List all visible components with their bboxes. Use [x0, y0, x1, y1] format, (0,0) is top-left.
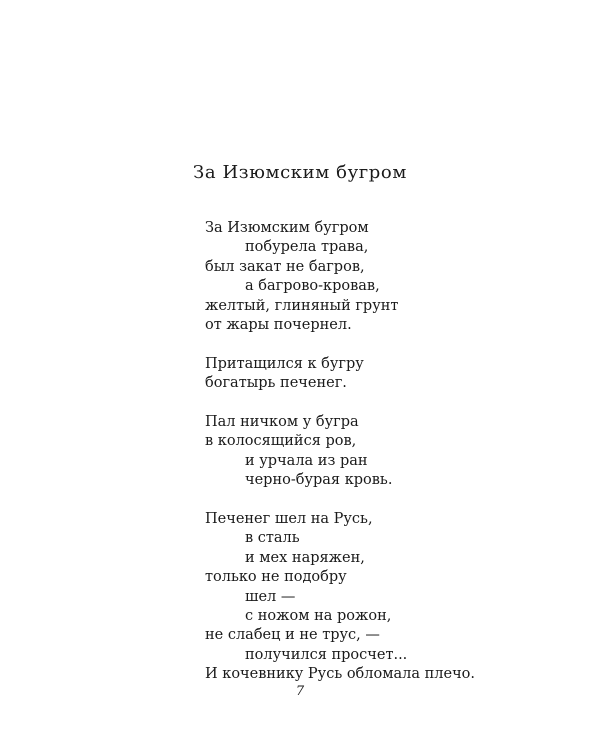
page-number: 7: [295, 684, 305, 699]
poem-line: только не подобру: [205, 569, 347, 586]
poem-line: богатырь печенег.: [205, 375, 347, 392]
poem-line: шел —: [245, 588, 296, 605]
poem-stanza: [205, 413, 475, 491]
poem-line: от жары почернел.: [205, 317, 352, 334]
poem-stanza: [205, 355, 475, 394]
poem-line: в сталь: [245, 530, 300, 547]
poem-stanza: [205, 219, 475, 335]
poem-line: и мех наряжен,: [245, 549, 365, 566]
poem-line: а багрово-кровав,: [245, 278, 380, 295]
poem-line: За Изюмским бугром: [205, 220, 369, 236]
poem-line: Притащился к бугру: [205, 355, 364, 372]
poem-line: с ножом на рожон,: [245, 608, 392, 625]
poem-line: не слабец и не трус, —: [205, 627, 380, 644]
poem-body: [205, 219, 475, 685]
poem-line: Пал ничком у бугра: [205, 414, 359, 431]
poem-line: черно-бурая кровь.: [245, 472, 393, 489]
poem-line: в колосящийся ров,: [205, 433, 357, 450]
poem-line: и урчала из ран: [245, 452, 368, 469]
poem-line: желтый, глиняный грунт: [205, 297, 399, 314]
poem-line: получился просчет...: [245, 646, 408, 663]
poem-line: И кочевнику Русь обломала плечо.: [205, 666, 475, 683]
poem-stanza: [205, 510, 475, 685]
poem-line: был закат не багров,: [205, 258, 365, 275]
poem-line: Печенег шел на Русь,: [205, 511, 373, 528]
poem-title: За Изюмским бугром: [193, 162, 407, 183]
poem-line: побурела трава,: [245, 239, 369, 256]
